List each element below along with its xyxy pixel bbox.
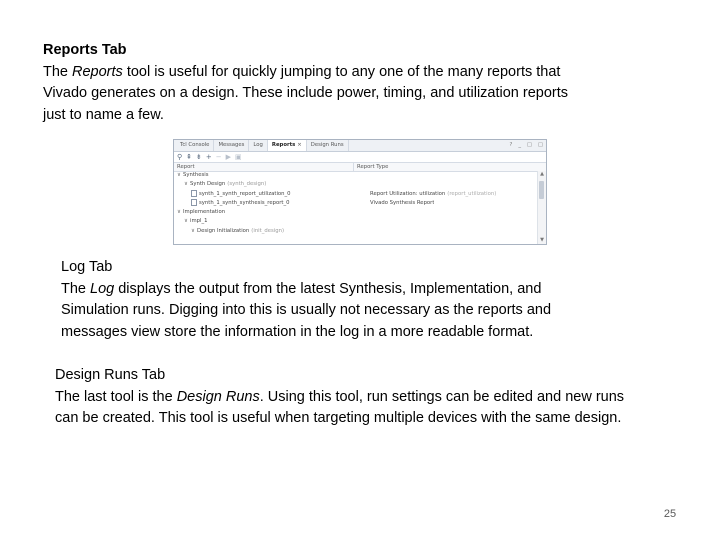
collapse-all-icon[interactable]: ⇞ bbox=[186, 153, 193, 161]
tab-tcl-console[interactable]: Tcl Console bbox=[176, 140, 214, 151]
search-icon[interactable]: ⚲ bbox=[177, 153, 183, 161]
scroll-down-icon[interactable]: ▼ bbox=[540, 237, 544, 243]
report-type-cell bbox=[353, 208, 356, 217]
design-runs-tab-paragraph bbox=[55, 387, 715, 430]
log-tab-paragraph bbox=[61, 279, 681, 344]
report-cell bbox=[174, 208, 353, 217]
report-cell bbox=[174, 190, 367, 199]
add-icon[interactable]: + bbox=[205, 153, 212, 161]
report-label: Design Initialization bbox=[197, 227, 250, 234]
report-label: Implementation bbox=[183, 209, 226, 216]
tab-log[interactable]: Log bbox=[249, 140, 267, 151]
panel-tab-bar bbox=[174, 140, 546, 152]
reports-line-1: The Reports tool is useful for quickly jumping to any one of the many reports that bbox=[43, 63, 561, 80]
design-runs-line-1: The last tool is the Design Runs. Using this tool, run settings can be edited and new runs bbox=[55, 388, 625, 405]
scroll-up-icon[interactable]: ▲ bbox=[540, 171, 544, 177]
expand-all-icon[interactable]: ⇟ bbox=[196, 153, 202, 161]
report-cell bbox=[174, 217, 360, 226]
report-tree bbox=[174, 171, 538, 244]
column-header-report[interactable]: Report bbox=[174, 163, 354, 171]
report-tree-row[interactable] bbox=[174, 208, 538, 217]
tab-design-runs[interactable]: Design Runs bbox=[307, 140, 349, 151]
report-tree-row[interactable] bbox=[174, 180, 538, 189]
report-cell bbox=[174, 180, 360, 189]
column-header-report-type[interactable]: Report Type bbox=[357, 164, 389, 170]
design-runs-tab-section bbox=[55, 365, 715, 430]
report-type-label: Vivado Synthesis Report bbox=[370, 199, 435, 206]
log-tab-heading: Log Tab bbox=[61, 259, 113, 275]
reports-line-3: just to name a few. bbox=[43, 106, 164, 123]
reports-tab-heading: Reports Tab bbox=[43, 42, 127, 58]
report-cell bbox=[174, 171, 353, 180]
scrollbar-thumb[interactable] bbox=[539, 181, 544, 199]
chevron-down-icon[interactable]: ∨ bbox=[177, 209, 181, 216]
design-runs-line-2: can be created. This tool is useful when targeting multiple devices with the same design. bbox=[55, 410, 622, 426]
chevron-down-icon[interactable]: ∨ bbox=[184, 218, 188, 225]
tab-messages[interactable]: Messages bbox=[214, 140, 249, 151]
report-label: Synth Design bbox=[190, 181, 226, 188]
report-cell bbox=[174, 227, 367, 236]
maximize-icon[interactable]: □ bbox=[537, 142, 543, 148]
play-icon[interactable]: ▶ bbox=[225, 153, 232, 161]
restore-icon[interactable]: □ bbox=[526, 142, 532, 148]
report-type-cell bbox=[367, 227, 370, 236]
chevron-down-icon[interactable]: ∨ bbox=[191, 227, 195, 234]
chevron-down-icon[interactable]: ∨ bbox=[184, 181, 188, 188]
report-type-cell bbox=[367, 190, 496, 199]
log-line-2: Simulation runs. Digging into this is usually not necessary as the reports and bbox=[61, 302, 552, 318]
help-icon[interactable]: ? bbox=[509, 142, 513, 148]
close-icon[interactable]: × bbox=[297, 142, 302, 148]
log-line-3: messages view store the information in the log in a more readable format. bbox=[61, 323, 534, 340]
vivado-reports-panel-screenshot bbox=[173, 139, 547, 245]
page-number: 25 bbox=[663, 508, 677, 520]
report-type-cell bbox=[367, 199, 434, 208]
report-file-icon[interactable] bbox=[191, 199, 197, 206]
reports-line-2: Vivado generates on a design. These include power, timing, and utilization reports bbox=[43, 85, 569, 101]
reports-tab-paragraph bbox=[43, 62, 683, 127]
report-type-cell bbox=[360, 217, 363, 226]
report-icon[interactable]: ▣ bbox=[235, 153, 242, 161]
report-type-command: (report_utilization) bbox=[447, 190, 497, 197]
report-type-cell bbox=[353, 171, 356, 180]
design-runs-tab-heading: Design Runs Tab bbox=[55, 367, 166, 383]
report-label: synth_1_synth_report_utilization_0 bbox=[199, 190, 291, 197]
log-line-1: The Log displays the output from the latest Synthesis, Implementation, and bbox=[61, 280, 542, 297]
panel-toolbar bbox=[174, 152, 546, 163]
log-tab-section bbox=[61, 257, 681, 343]
report-command-hint: (init_design) bbox=[251, 227, 285, 234]
chevron-down-icon[interactable]: ∨ bbox=[177, 172, 181, 178]
report-type-label: Report Utilization: utilization bbox=[370, 190, 446, 197]
report-tree-row[interactable] bbox=[174, 217, 538, 226]
report-file-icon[interactable] bbox=[191, 190, 197, 197]
report-tree-row[interactable] bbox=[174, 227, 538, 236]
report-label: Synthesis bbox=[183, 172, 209, 178]
report-label: impl_1 bbox=[190, 218, 208, 225]
minimize-icon[interactable]: _ bbox=[518, 142, 521, 148]
report-type-cell bbox=[360, 180, 363, 189]
report-command-hint: (synth_design) bbox=[227, 181, 267, 188]
vertical-scrollbar[interactable] bbox=[537, 171, 546, 244]
tab-reports[interactable]: Reports × bbox=[268, 140, 307, 151]
report-cell bbox=[174, 199, 367, 208]
report-tree-row[interactable] bbox=[174, 199, 538, 208]
remove-icon[interactable]: − bbox=[215, 153, 222, 161]
report-label: synth_1_synth_synthesis_report_0 bbox=[199, 199, 290, 206]
report-tree-row[interactable] bbox=[174, 190, 538, 199]
reports-tab-section bbox=[43, 40, 683, 126]
report-tree-row[interactable] bbox=[174, 171, 538, 180]
